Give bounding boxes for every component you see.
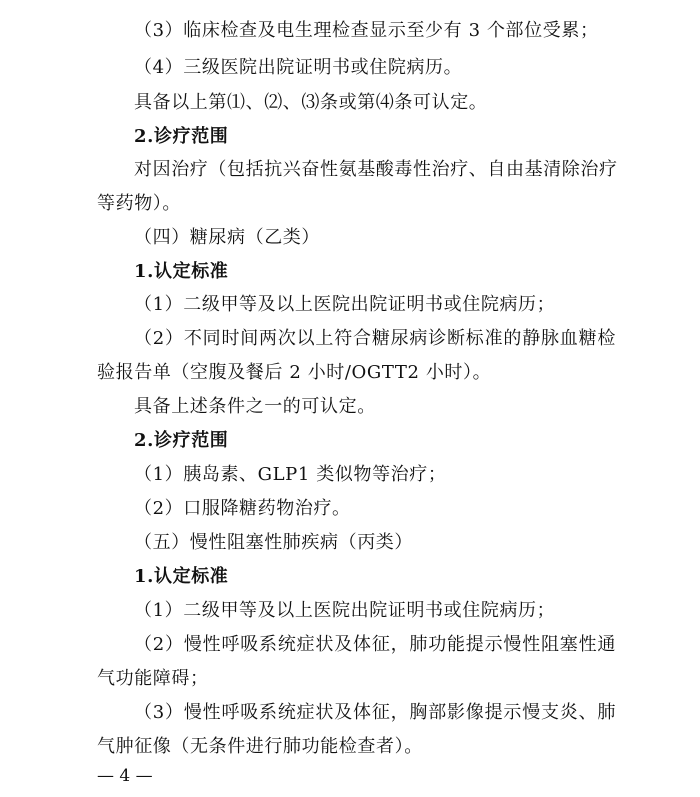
page-number: — 4 — [97,766,153,786]
section-heading-criteria: 1.认定标准 [134,261,229,282]
criterion-1: （1）二级甲等及以上医院出院证明书或住院病历； [134,294,556,315]
section-heading-treatment-scope: 2.诊疗范围 [134,430,229,451]
disease-heading-diabetes: （四）糖尿病（乙类） [134,227,320,248]
treatment-item-1: （1）胰岛素、GLP1 类似物等治疗； [134,464,447,485]
section-heading-treatment-scope: 2.诊疗范围 [134,126,229,147]
certification-note: 具备以上第⑴、⑵、⑶条或第⑷条可认定。 [134,92,488,113]
paragraph-line: 气肿征像（无条件进行肺功能检查者）。 [97,736,423,757]
section-heading-criteria: 1.认定标准 [134,566,229,587]
paragraph-line: 对因治疗（包括抗兴奋性氨基酸毒性治疗、自由基清除治疗 [134,159,618,180]
criterion-1: （1）二级甲等及以上医院出院证明书或住院病历； [134,600,556,621]
paragraph-line: 气功能障碍； [97,668,209,689]
criterion-2: （2）不同时间两次以上符合糖尿病诊断标准的静脉血糖检 [134,328,616,349]
criterion-4-hospital-record: （4）三级医院出院证明书或住院病历。 [134,57,463,78]
treatment-item-2: （2）口服降糖药物治疗。 [134,498,351,519]
criterion-3-clinical-exam: （3）临床检查及电生理检查显示至少有 3 个部位受累； [134,20,599,41]
criterion-2: （2）慢性呼吸系统症状及体征，肺功能提示慢性阻塞性通 [134,634,616,655]
criterion-3: （3）慢性呼吸系统症状及体征，胸部影像提示慢支炎、肺 [134,702,616,723]
certification-note: 具备上述条件之一的可认定。 [134,396,376,417]
disease-heading-copd: （五）慢性阻塞性肺疾病（丙类） [134,532,413,553]
paragraph-line: 等药物）。 [97,193,181,214]
paragraph-line: 验报告单（空腹及餐后 2 小时/OGTT2 小时）。 [97,362,492,383]
